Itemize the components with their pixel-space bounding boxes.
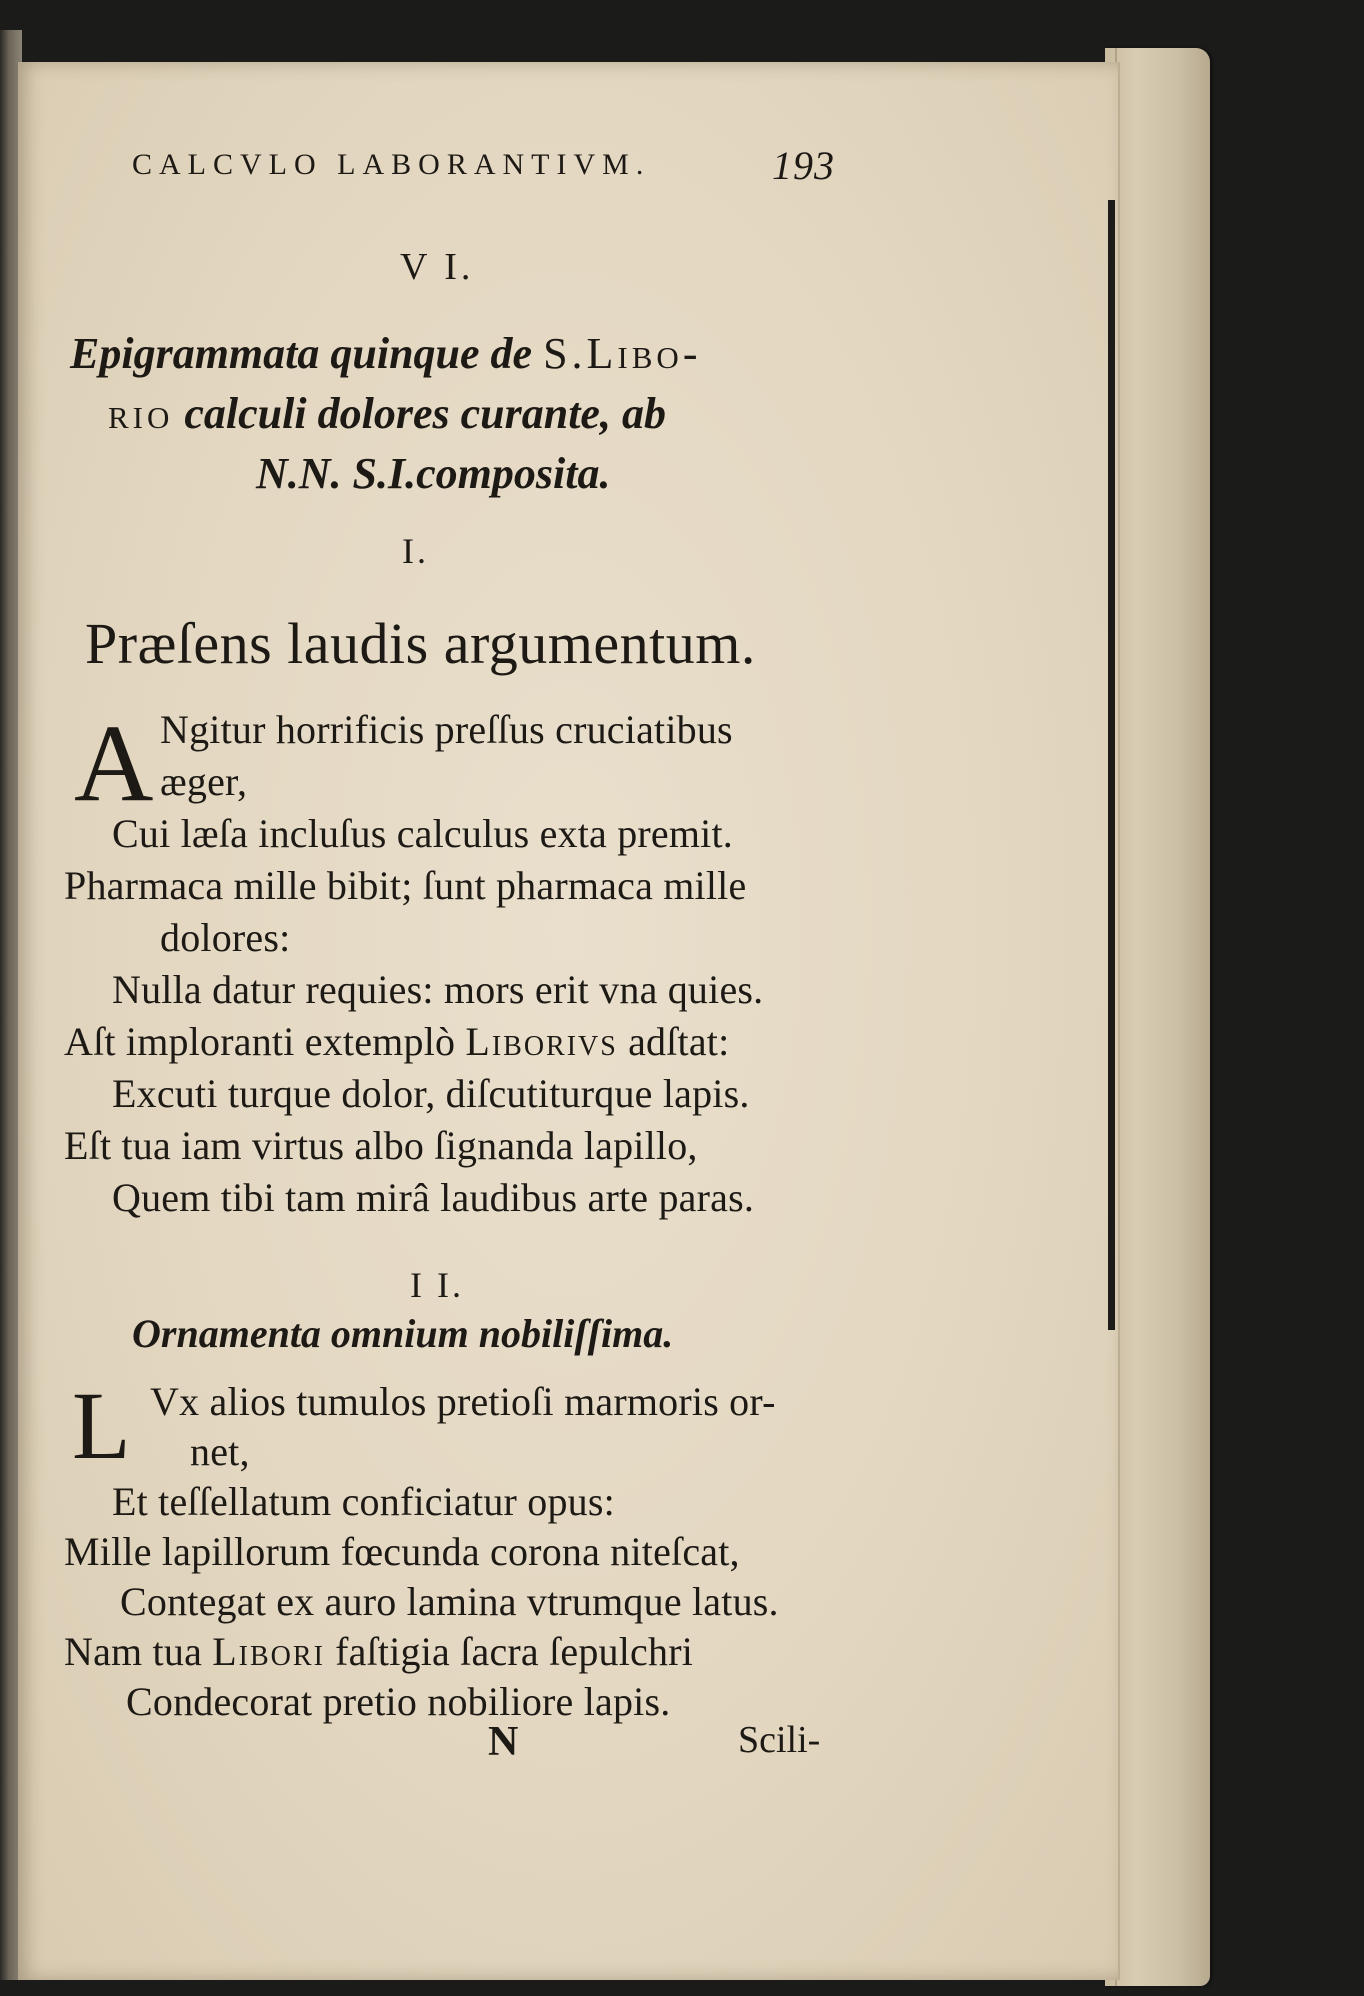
heading-line-1-italic: Epigrammata quinque de — [70, 329, 533, 378]
running-head: CALCVLO LABORANTIVM. — [132, 148, 651, 181]
poem-2-line-6-start: Nam tua — [64, 1629, 203, 1674]
poem-1-line-1: Ngitur horrificis preſſus cruciatibus — [160, 707, 733, 752]
heading-line-2 — [108, 388, 666, 439]
poem-1-line-6: Nulla datur requies: mors erit vna quies. — [112, 967, 764, 1012]
catchword: Scili- — [738, 1719, 821, 1761]
poem-1-numeral: I. — [402, 531, 429, 571]
poem-1-line-9: Eſt tua iam virtus albo ſignanda lapillo, — [64, 1123, 698, 1168]
poem-2-title: Ornamenta omnium nobiliſſima. — [132, 1311, 674, 1356]
poem-1-line-4: Pharmaca mille bibit; ſunt pharmaca mille — [64, 863, 747, 908]
heading-line-3: N.N. S.I.composita. — [256, 449, 611, 498]
poem-1-line-5: dolores: — [160, 915, 291, 960]
signature-mark: N — [488, 1719, 519, 1765]
section-numeral: V I. — [400, 246, 475, 288]
poem-2-line-1: Vx alios tumulos pretioſi marmoris or- — [150, 1379, 776, 1424]
heading-line-1-caps: S.Libo- — [543, 329, 702, 378]
heading-line-2-caps: rio — [108, 389, 174, 438]
poem-2-line-5: Contegat ex auro lamina vtrumque latus. — [120, 1579, 779, 1624]
poem-1-line-2: æger, — [160, 759, 248, 804]
poem-1-line-7-end: adſtat: — [628, 1019, 730, 1064]
poem-2-line-6 — [64, 1628, 693, 1675]
poem-2-line-7: Condecorat pretio nobiliore lapis. — [126, 1679, 671, 1724]
poem-2-line-4: Mille lapillorum fœcunda corona niteſcat, — [64, 1529, 740, 1574]
poem-2-line-2: net, — [190, 1429, 250, 1474]
poem-2-line-3: Et teſſellatum conficiatur opus: — [112, 1479, 615, 1524]
heading-line-2-italic: calculi dolores curante, ab — [184, 389, 666, 438]
poem-2-line-6-caps: Libori — [212, 1629, 325, 1674]
poem-1-line-7-start: Aſt imploranti extemplò — [64, 1019, 456, 1064]
poem-1-dropcap: A — [74, 702, 154, 824]
poem-1-line-7-caps: Liborivs — [465, 1019, 618, 1064]
poem-1-line-10: Quem tibi tam mirâ laudibus arte paras. — [112, 1175, 755, 1220]
poem-1-line-3: Cui læſa incluſus calculus exta premit. — [112, 811, 734, 856]
poem-2-dropcap: L — [72, 1372, 131, 1479]
poem-1-line-7 — [64, 1018, 729, 1065]
page-number: 193 — [772, 143, 835, 188]
heading-line-1 — [70, 328, 701, 379]
poem-1-line-8: Excuti turque dolor, diſcutiturque lapis. — [112, 1071, 750, 1116]
poem-2-numeral: I I. — [410, 1265, 464, 1305]
poem-1-title: Præſens laudis argumentum. — [85, 611, 756, 676]
poem-2-line-6-end: faſtigia ſacra ſepulchri — [335, 1629, 694, 1674]
